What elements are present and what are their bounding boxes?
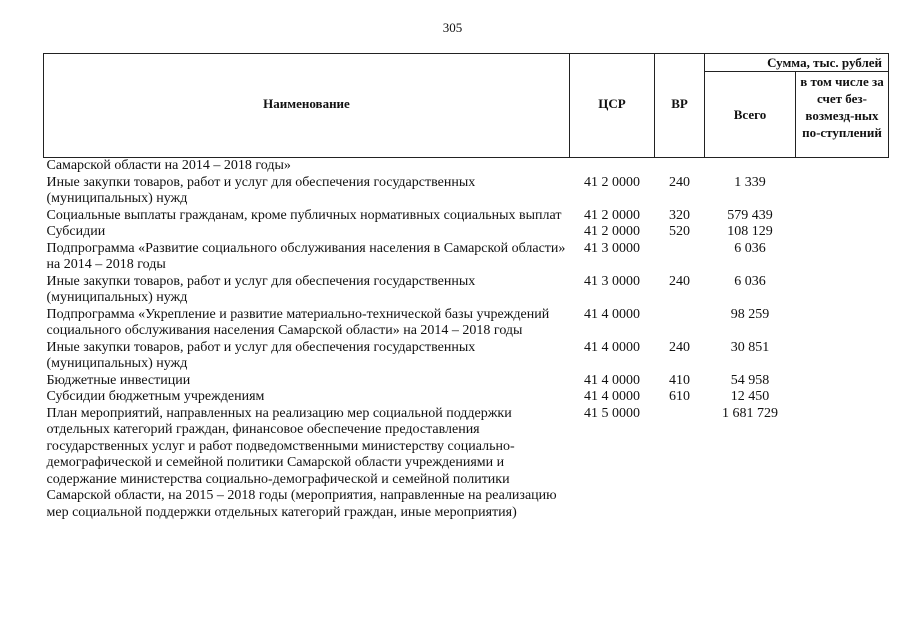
row-bezvozmezd: [796, 224, 889, 241]
row-csr: 41 2 0000: [584, 207, 640, 223]
row-name: План мероприятий, направленных на реализацию мер социальной поддержки отдельных категорий граждан, финансовое обеспечение предоставления государственных услуг и работ подведомственными министерству социально-демографической и семейной политики Самарской области учреждениями и содержание министерства социально-демографической и семейной политики Самарской области, на 2015 – 2018 годы (мероприятия, направленные на реализацию мер социальной поддержки отдельных категорий граждан, иные мероприятия): [46, 405, 557, 520]
table-row: [44, 373, 889, 390]
row-name: Бюджетные инвестиции: [46, 372, 191, 388]
row-name: Иные закупки товаров, работ и услуг для обеспечения государственных (муниципальных) нужд: [46, 174, 476, 206]
header-total: Всего: [705, 72, 796, 158]
table-row: [44, 175, 889, 208]
row-vr: [655, 406, 705, 522]
row-bezvozmezd: [796, 175, 889, 208]
row-csr: 41 5 0000: [584, 405, 640, 421]
row-vr: [655, 158, 705, 175]
row-vr: 610: [669, 389, 690, 404]
header-csr: ЦСР: [570, 54, 655, 158]
row-total: 108 129: [727, 224, 773, 239]
row-vr: 410: [669, 372, 690, 388]
row-bezvozmezd: [796, 389, 889, 406]
row-bezvozmezd: [796, 274, 889, 307]
row-csr: [570, 158, 655, 175]
row-total: 98 259: [730, 306, 770, 322]
row-bezvozmezd: [796, 208, 889, 225]
row-csr: 41 3 0000: [584, 273, 640, 289]
row-bezvozmezd: [796, 340, 889, 373]
row-vr: 520: [669, 224, 690, 239]
table-row: [44, 340, 889, 373]
row-bezvozmezd: [796, 406, 889, 522]
row-vr: 240: [669, 174, 690, 190]
row-bezvozmezd: [796, 373, 889, 390]
table-row: [44, 241, 889, 274]
header-sum: Сумма, тыс. рублей: [705, 54, 889, 72]
table-row: [44, 389, 889, 406]
row-name: Иные закупки товаров, работ и услуг для обеспечения государственных (муниципальных) нужд: [46, 273, 476, 305]
row-name: Иные закупки товаров, работ и услуг для обеспечения государственных (муниципальных) нужд: [46, 339, 476, 371]
row-csr: 41 2 0000: [584, 174, 640, 190]
row-name: Субсидии бюджетным учреждениям: [46, 389, 265, 404]
row-name: Субсидии: [46, 224, 106, 239]
row-vr: 240: [669, 339, 690, 355]
row-name: Самарской области на 2014 – 2018 годы»: [46, 158, 291, 173]
row-name: Подпрограмма «Укрепление и развитие материально-технической базы учреждений социального обслуживания населения Самарской области» на 2014 – 2018 годы: [46, 306, 550, 338]
header-bezvozmezd: в том числе за счет без-возмезд-ных по-ступлений: [796, 72, 889, 158]
row-total: 1 339: [734, 174, 766, 190]
table-row: [44, 406, 889, 522]
row-name: Подпрограмма «Развитие социального обслуживания населения в Самарской области» на 2014 – 2018 годы: [46, 240, 566, 272]
row-total: [705, 158, 796, 175]
row-bezvozmezd: [796, 158, 889, 175]
row-csr: 41 4 0000: [584, 306, 640, 322]
budget-table: [43, 53, 889, 521]
header-vr: ВР: [655, 54, 705, 158]
row-bezvozmezd: [796, 307, 889, 340]
table-row: [44, 307, 889, 340]
row-vr: [655, 241, 705, 274]
row-bezvozmezd: [796, 241, 889, 274]
row-csr: 41 4 0000: [584, 389, 640, 404]
row-total: 579 439: [727, 207, 773, 223]
row-csr: 41 3 0000: [584, 240, 640, 256]
row-total: 6 036: [734, 273, 766, 289]
row-total: 30 851: [730, 339, 770, 355]
row-vr: 240: [669, 273, 690, 289]
table-row: [44, 158, 889, 175]
header-name: Наименование: [44, 54, 570, 158]
row-csr: 41 2 0000: [584, 224, 640, 239]
page-number: 305: [442, 20, 463, 35]
table-row: [44, 224, 889, 241]
row-csr: 41 4 0000: [584, 372, 640, 388]
table-row: [44, 274, 889, 307]
row-total: 6 036: [734, 240, 766, 256]
row-name: Социальные выплаты гражданам, кроме публичных нормативных социальных выплат: [46, 207, 562, 223]
row-vr: 320: [669, 207, 690, 223]
row-vr: [655, 307, 705, 340]
table-row: [44, 208, 889, 225]
row-total: 1 681 729: [722, 405, 778, 421]
row-csr: 41 4 0000: [584, 339, 640, 355]
row-total: 54 958: [730, 372, 770, 388]
row-total: 12 450: [730, 389, 770, 404]
